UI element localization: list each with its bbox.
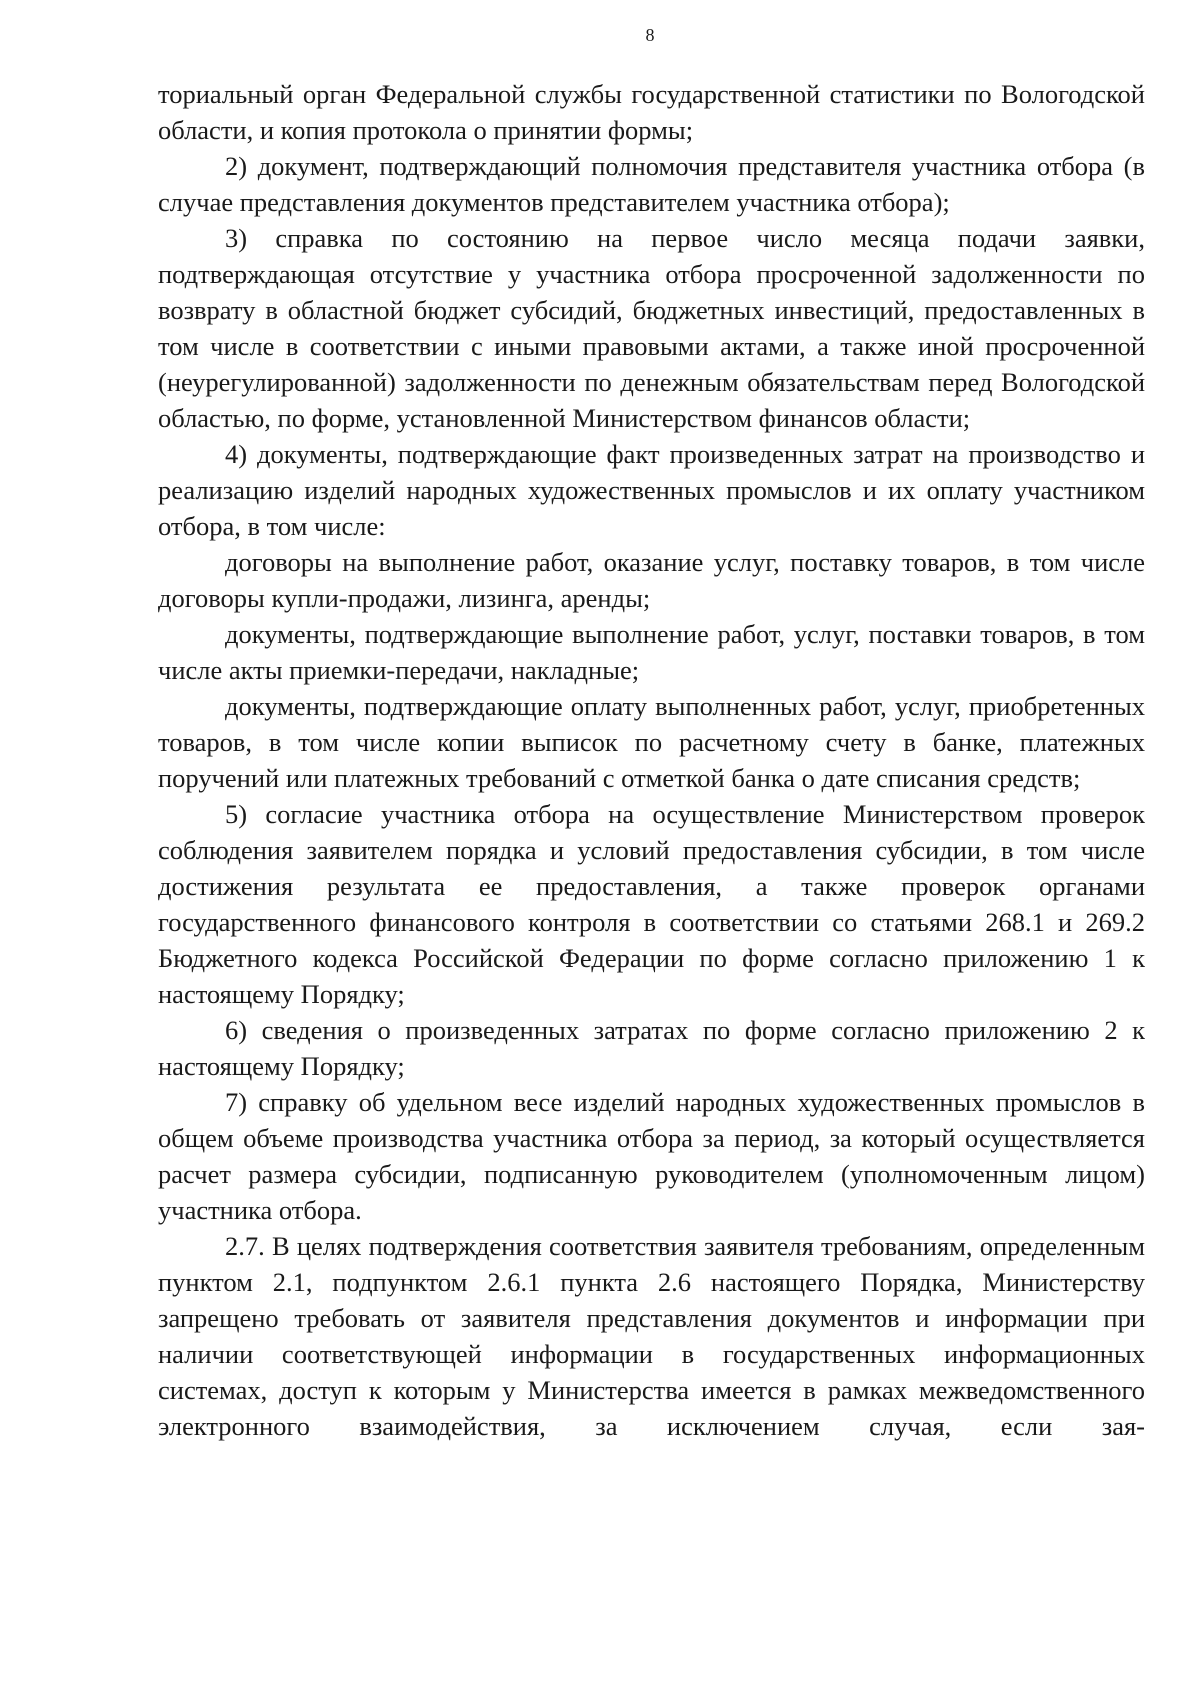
paragraph-item-4-payments: документы, подтверждающие оплату выполненных работ, услуг, приобретенных товаров, в том числе копии выписок по расчетному счету в банке, платежных поручений или платежных требований с отметкой банка о дате списания средств;	[158, 691, 1145, 793]
paragraph-item-7: 7) справку об удельном весе изделий народных художественных промыслов в общем объеме производства участника отбора за период, за который осуществляется расчет размера субсидии, подписанную руководителем (уполномоченным лицом) участника отбора.	[158, 1087, 1145, 1225]
paragraph-item-5: 5) согласие участника отбора на осуществление Министерством проверок соблюдения заявителем порядка и условий предоставления субсидии, в том числе достижения результата ее предоставления, а также проверок органами государственного финансового контроля в соответствии со статьями 268.1 и 269.2 Бюджетного кодекса Российской Федерации по форме согласно приложению 1 к настоящему Порядку;	[158, 799, 1145, 1009]
paragraph-section-2-7: 2.7. В целях подтверждения соответствия заявителя требованиям, определенным пунктом 2.1, подпунктом 2.6.1 пункта 2.6 настоящего Порядка, Министерству запрещено требовать от заявителя представления документов и информации при наличии соответствующей информации в государственных информационных системах, доступ к которым у Министерства имеется в рамках межведомственного электронного взаимодействия, за исключением случая, если зая-	[158, 1231, 1145, 1441]
paragraph-continuation: ториальный орган Федеральной службы государственной статистики по Вологодской области, и копия протокола о принятии формы;	[158, 79, 1145, 145]
paragraph-item-3: 3) справка по состоянию на первое число месяца подачи заявки, подтверждающая отсутствие у участника отбора просроченной задолженности по возврату в областной бюджет субсидий, бюджетных инвестиций, предоставленных в том числе в соответствии с иными правовыми актами, а также иной просроченной (неурегулированной) задолженности по денежным обязательствам перед Вологодской областью, по форме, установленной Министерством финансов области;	[158, 223, 1145, 433]
page-number: 8	[645, 25, 655, 45]
paragraph-item-4-contracts: договоры на выполнение работ, оказание услуг, поставку товаров, в том числе договоры купли-продажи, лизинга, аренды;	[158, 547, 1145, 613]
paragraph-item-6: 6) сведения о произведенных затратах по форме согласно приложению 2 к настоящему Порядку;	[158, 1015, 1145, 1081]
paragraph-item-4-acts: документы, подтверждающие выполнение работ, услуг, поставки товаров, в том числе акты приемки-передачи, накладные;	[158, 619, 1145, 685]
document-body	[158, 76, 1145, 1444]
paragraph-item-2: 2) документ, подтверждающий полномочия представителя участника отбора (в случае представления документов представителем участника отбора);	[158, 151, 1145, 217]
paragraph-item-4: 4) документы, подтверждающие факт произведенных затрат на производство и реализацию изделий народных художественных промыслов и их оплату участником отбора, в том числе:	[158, 439, 1145, 541]
